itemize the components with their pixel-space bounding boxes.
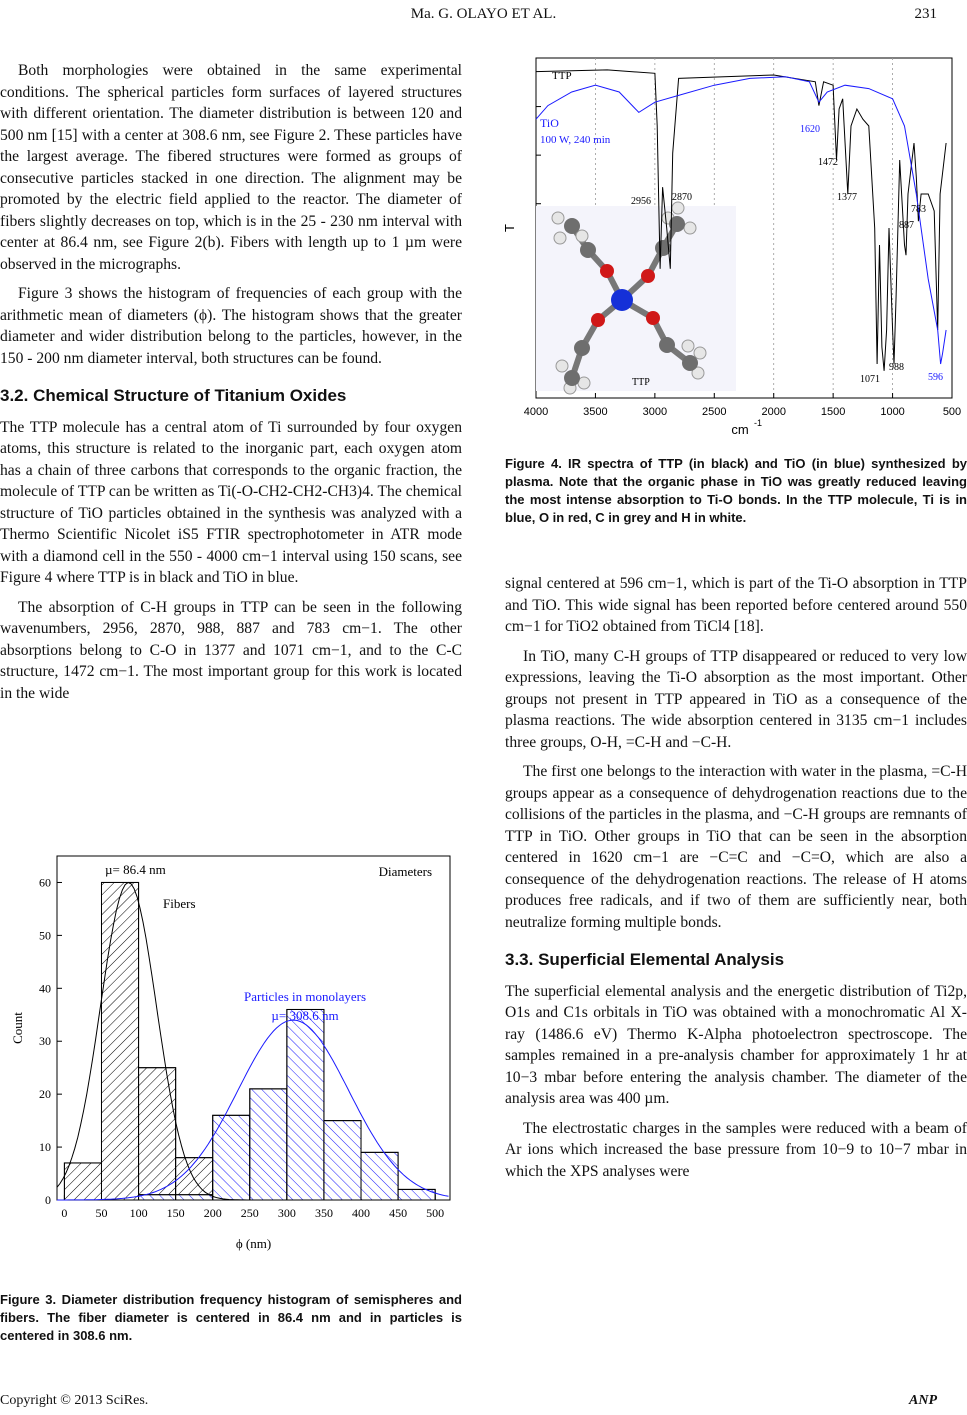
tio-curve-label: TiO bbox=[540, 116, 559, 130]
paragraph: The superficial elemental analysis and the energetic distribution of Ti2p, O1s and C1s orbitals in TiO was obtained with a monochromatic Al X-ray (1486.6 eV) Thermo K-Alpha photoelectron spectroscope. The samples remained in a pre-analysis chamber for approximately 1 hr at 10−3 mbar before entering the analysis chamber. The diameter of the analysis area was 400 µm. bbox=[505, 982, 967, 1107]
histogram-bar bbox=[324, 1121, 361, 1200]
peak-label: 887 bbox=[899, 220, 914, 231]
paragraph: signal centered at 596 cm−1, which is part of the Ti-O absorption in TTP and TiO. This wide signal has been reported before centered around 550 cm−1 for TiO2 obtained from TiCl4 [18]. bbox=[505, 575, 967, 635]
paragraph: Both morphologies were obtained in the same experimental conditions. The spherical particles form surfaces of layered structures with different orientation. The diameter distribution is between 120 and 500 nm [15] with a center at 308.6 nm, see Figure 2. These particles have the largest average. The fibered structures were formed as groups of consecutive particles stacked in one direction. The alignment may be promoted by the electric field applied to the reactor. The diameter of fibers slightly decreases on top, which is in the 25 - 230 nm interval with center at 86.4 nm, see Figure 2(b). Fibers with length up to 1 µm were observed in the micrographs. bbox=[0, 62, 462, 273]
titanium-atom bbox=[611, 289, 633, 311]
histogram-bar bbox=[361, 1152, 398, 1200]
x-tick-label: 400 bbox=[352, 1206, 371, 1220]
section-heading: 3.3. Superficial Elemental Analysis bbox=[505, 950, 785, 969]
x-tick-label: 1500 bbox=[820, 406, 846, 418]
page-number: 231 bbox=[914, 6, 937, 22]
left-column bbox=[0, 60, 462, 712]
legend-title: Diameters bbox=[378, 864, 432, 879]
hydrogen-atom bbox=[554, 232, 566, 244]
x-tick-label: 3000 bbox=[642, 406, 668, 418]
x-tick-label: 350 bbox=[314, 1206, 333, 1220]
x-tick-label: 300 bbox=[277, 1206, 296, 1220]
peak-label: 1071 bbox=[860, 374, 880, 385]
hydrogen-atom bbox=[556, 360, 568, 372]
paragraph: The first one belongs to the interaction with water in the plasma, =C-H groups appear as a consequence of dehydrogenation reactions due to the collisions of the particles in the plasma, and −C-H groups are remnants of TTP in TiO. Other groups in TiO that can be seen in the absorption centered in 1620 cm−1 are −C=C and −C=O, which are also a consequence of the dehydrogenation reactions. The release of H atoms produces free radicals, and if two of them are sufficiently near, both neutralize forming multiple bonds. bbox=[505, 763, 967, 931]
fiber-mean-label: µ= 86.4 nm bbox=[105, 862, 166, 877]
peak-label: 1377 bbox=[837, 192, 857, 203]
y-tick-label: 30 bbox=[39, 1034, 51, 1049]
x-tick-label: 1000 bbox=[880, 406, 905, 418]
peak-label: 2870 bbox=[672, 192, 692, 203]
particle-mean-label: µ= 308.6 nm bbox=[271, 1008, 339, 1023]
carbon-atom bbox=[564, 218, 580, 234]
hydrogen-atom bbox=[682, 340, 694, 352]
figure-4-caption: Figure 4. IR spectra of TTP (in black) and TiO (in blue) synthesized by plasma. Note that the organic phase in TiO was greatly reduced leaving the most intense absorption to Ti-O bonds. In the TTP molecule, Ti is in blue, O in red, C in grey and H in white. bbox=[505, 456, 967, 525]
peak-label: 1620 bbox=[800, 124, 820, 135]
peak-label: 1472 bbox=[818, 157, 838, 168]
hydrogen-atom bbox=[552, 212, 564, 224]
x-tick-label: 3500 bbox=[583, 406, 608, 418]
carbon-atom bbox=[659, 337, 675, 353]
y-tick-label: 50 bbox=[39, 928, 51, 943]
ir-spectrum-chart bbox=[500, 48, 967, 440]
paragraph: In TiO, many C-H groups of TTP disappeared or reduced to very low expressions, leaving the Ti-O absorption as the most important. Other groups not present in TTP appeared in TiO as a consequence of the plasma reactions. The wide absorption centered in 3135 cm−1 includes three groups, O-H, =C-H and −C-H. bbox=[505, 647, 967, 751]
paragraph: Figure 3 shows the histogram of frequencies of each group with the arithmetic mean of diameters (ϕ). The histogram shows that the greater diameter and wider distribution belong to the particles, however, in the 150 - 200 nm diameter interval, both structures can be found. bbox=[0, 285, 462, 367]
carbon-atom bbox=[574, 340, 590, 356]
y-tick-label: 10 bbox=[39, 1140, 51, 1155]
x-axis-label: cm bbox=[731, 422, 749, 437]
histogram-bar bbox=[64, 1163, 101, 1200]
oxygen-atom bbox=[600, 264, 614, 278]
hydrogen-atom bbox=[684, 222, 696, 234]
journal-name: ANP bbox=[909, 1393, 937, 1408]
histogram-bar bbox=[101, 882, 138, 1200]
carbon-atom bbox=[682, 355, 698, 371]
peak-label: 988 bbox=[889, 362, 904, 373]
y-tick-label: 60 bbox=[39, 875, 51, 890]
x-tick-label: 450 bbox=[389, 1206, 408, 1220]
x-tick-label: 2000 bbox=[761, 406, 786, 418]
section-heading: 3.2. Chemical Structure of Titanium Oxides bbox=[0, 386, 347, 405]
running-header: Ma. G. OLAYO ET AL. bbox=[410, 6, 557, 22]
x-tick-label: 500 bbox=[942, 406, 962, 418]
tio-conditions-label: 100 W, 240 min bbox=[540, 134, 611, 146]
paragraph: The TTP molecule has a central atom of Ti surrounded by four oxygen atoms, this structure is related to the inorganic part, each oxygen atom has a chain of three carbons that corresponds to the organic fraction, the molecule of TTP can be written as Ti(-O-CH2-CH2-CH3)4. The chemical structure of TiO particles obtained in the synthesis was analyzed with a Thermo Scientific Nicolet iS5 FTIR spectrophotometer in ATR mode with a diamond cell in the 550 - 4000 cm−1 interval using 150 scans, see Figure 4 where TTP is in black and TiO in blue. bbox=[0, 418, 462, 586]
copyright: Copyright © 2013 SciRes. bbox=[0, 1393, 149, 1408]
hydrogen-atom bbox=[672, 202, 684, 214]
fibers-label: Fibers bbox=[163, 896, 196, 911]
x-tick-label: 4000 bbox=[523, 406, 549, 418]
carbon-atom bbox=[564, 370, 580, 386]
oxygen-atom bbox=[646, 311, 660, 325]
peak-label: 596 bbox=[928, 372, 943, 383]
particles-label: Particles in monolayers bbox=[243, 989, 367, 1004]
x-tick-label: 200 bbox=[203, 1206, 222, 1220]
histogram-bar bbox=[139, 1068, 176, 1200]
hydrogen-atom bbox=[694, 347, 706, 359]
oxygen-atom bbox=[641, 269, 655, 283]
x-tick-label: 250 bbox=[240, 1206, 259, 1220]
hydrogen-atom bbox=[576, 230, 588, 242]
figure-3-caption: Figure 3. Diameter distribution frequency histogram of semispheres and fibers. The fiber diameter is centered in 86.4 nm and in particles is centered in 308.6 nm. bbox=[0, 1292, 462, 1343]
x-tick-label: 2500 bbox=[702, 406, 727, 418]
y-tick-label: 20 bbox=[39, 1087, 51, 1102]
x-tick-label: 0 bbox=[61, 1206, 68, 1220]
paragraph: The absorption of C-H groups in TTP can be seen in the following wavenumbers, 2956, 2870, 988, 887 and 783 cm−1. The other absorptions belong to C-O in 1377 and 1071 cm−1, and to the C-C structure, 1472 cm−1. The most important group for this work is located in the wide bbox=[0, 598, 462, 702]
y-axis-label: Count bbox=[10, 1012, 25, 1044]
y-tick-label: 40 bbox=[39, 981, 51, 996]
right-column bbox=[505, 573, 967, 1190]
ttp-curve-label: TTP bbox=[552, 70, 572, 82]
x-tick-label: 50 bbox=[95, 1206, 108, 1220]
x-axis-label: ϕ (nm) bbox=[235, 1236, 272, 1251]
diameter-histogram-chart bbox=[0, 838, 462, 1251]
x-tick-label: 500 bbox=[426, 1206, 445, 1220]
x-tick-label: 100 bbox=[129, 1206, 148, 1220]
x-axis-label-sup: -1 bbox=[754, 418, 763, 428]
y-tick-label: 0 bbox=[45, 1193, 51, 1207]
oxygen-atom bbox=[591, 313, 605, 327]
histogram-bar bbox=[250, 1089, 287, 1200]
ttp-molecule-image bbox=[536, 202, 736, 394]
carbon-atom bbox=[580, 242, 596, 258]
x-tick-label: 150 bbox=[166, 1206, 185, 1220]
ttp-molecule-label: TTP bbox=[632, 377, 650, 388]
paragraph: The electrostatic charges in the samples were reduced with a beam of Ar ions which increased the base pressure from 10−9 to 10−7 mbar in which the XPS analyses were bbox=[505, 1119, 967, 1180]
peak-label: 2956 bbox=[631, 196, 651, 207]
histogram-bar bbox=[176, 1195, 213, 1200]
peak-label: 783 bbox=[911, 204, 926, 215]
y-axis-label: T bbox=[502, 224, 517, 232]
